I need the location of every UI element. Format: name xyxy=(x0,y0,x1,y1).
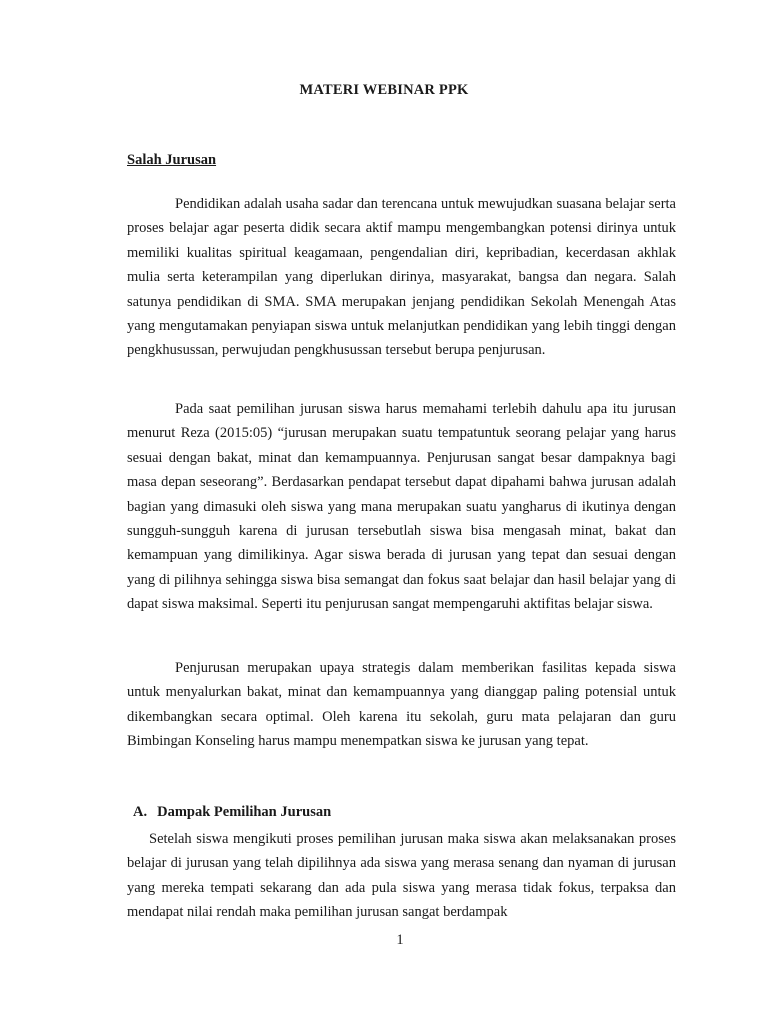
subsection-heading xyxy=(133,804,331,821)
paragraph-4: Setelah siswa mengikuti proses pemilihan jurusan maka siswa akan melaksanakan proses belajar di jurusan yang telah dipilihnya ada siswa yang merasa senang dan nyaman di jurusan yang mereka tempati sekarang dan ada pula siswa yang merasa tidak fokus, terpaksa dan mendapat nilai rendah maka pemilihan jurusan sangat berdampak xyxy=(127,831,676,921)
paragraph-2: Pada saat pemilihan jurusan siswa harus memahami terlebih dahulu apa itu jurusan menurut Reza (2015:05) “jurusan merupakan suatu tempatuntuk seorang pelajar yang harus sesuai dengan bakat, minat dan kemampuannya. Penjurusan sangat besar dampaknya bagi masa depan seseorang”. Berdasarkan pendapat tersebut dapat dipahami bahwa jurusan adalah bagian yang dimasuki oleh siswa yang mana merupakan suatu yangharus di ikutinya dengan sungguh-sungguh karena di jurusan tersebutlah siswa bisa mengasah minat, bakat dan kemampuan yang dimilikinya. Agar siswa berada di jurusan yang tepat dan sesuai dengan yang di pilihnya sehingga siswa bisa semangat dan fokus saat belajar dan hasil belajar yang di dapat siswa maksimal. Seperti itu penjurusan sangat mempengaruhi aktifitas belajar siswa. xyxy=(127,401,676,613)
section-heading: Salah Jurusan xyxy=(127,152,217,168)
page-number: 1 xyxy=(396,932,404,948)
paragraph-1: Pendidikan adalah usaha sadar dan terencana untuk mewujudkan suasana belajar serta proses belajar agar peserta didik secara aktif mampu mengembangkan potensi dirinya untuk memiliki kualitas spiritual keagamaan, pengendalian diri, kepribadian, kecerdasan akhlak mulia serta keterampilan yang diperlukan dirinya, masyarakat, bangsa dan negara. Salah satunya pendidikan di SMA. SMA merupakan jenjang pendidikan Sekolah Menengah Atas yang mengutamakan penyiapan siswa untuk melanjutkan pendidikan yang lebih tinggi dengan pengkhusussan, perwujudan pengkhusussan tersebut berupa penjurusan. xyxy=(127,196,676,359)
document-title: MATERI WEBINAR PPK xyxy=(299,82,469,98)
paragraph-3: Penjurusan merupakan upaya strategis dalam memberikan fasilitas kepada siswa untuk menyalurkan bakat, minat dan kemampuannya yang dianggap paling potensial untuk dikembangkan secara optimal. Oleh karena itu sekolah, guru mata pelajaran dan guru Bimbingan Konseling harus mampu menempatkan siswa ke jurusan yang tepat. xyxy=(127,660,676,750)
subsection-marker: A. xyxy=(133,804,148,820)
subsection-title: Dampak Pemilihan Jurusan xyxy=(157,804,332,820)
